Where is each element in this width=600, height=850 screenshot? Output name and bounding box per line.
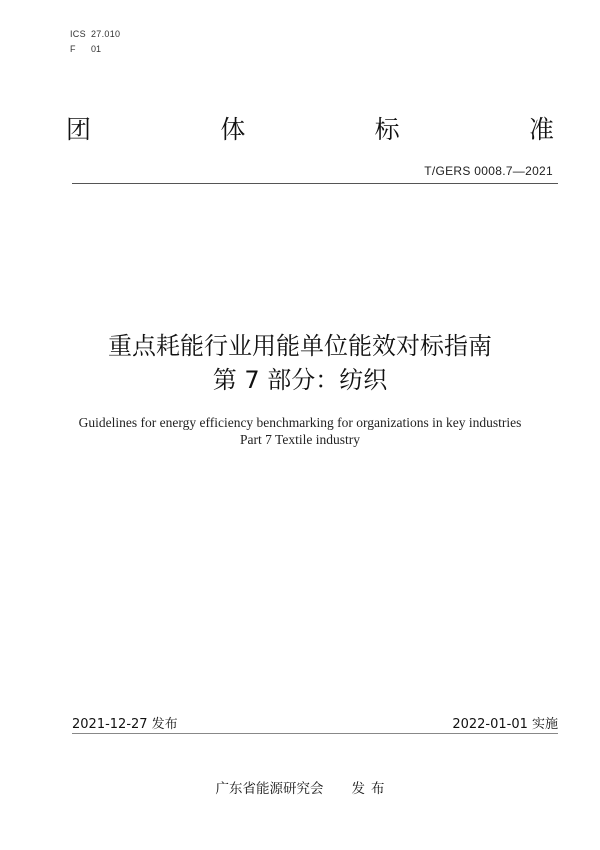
ics-label: ICS bbox=[70, 29, 86, 39]
standard-type-char: 团 bbox=[66, 115, 92, 144]
publisher-line bbox=[0, 777, 600, 797]
standard-type-char: 体 bbox=[220, 115, 246, 144]
publish-action-1: 发 bbox=[351, 781, 365, 797]
publish-date: 2021-12-27 发布 bbox=[72, 717, 178, 732]
publish-action-2: 布 bbox=[371, 781, 385, 797]
title-en-line2: Part 7 Textile industry bbox=[240, 432, 360, 447]
top-divider bbox=[72, 183, 558, 184]
ccs-label: F bbox=[70, 44, 76, 54]
ccs-value: 01 bbox=[91, 44, 102, 54]
standard-type-heading bbox=[66, 115, 554, 145]
ccs-code bbox=[70, 44, 101, 54]
standard-type-char: 准 bbox=[528, 115, 554, 144]
implement-date: 2022-01-01 实施 bbox=[452, 717, 558, 732]
title-cn-line2: 第 7 部分：纺织 bbox=[212, 366, 388, 394]
bottom-divider bbox=[72, 733, 558, 734]
ics-value: 27.010 bbox=[91, 29, 121, 39]
title-cn-line1: 重点耗能行业用能单位能效对标指南 bbox=[108, 332, 492, 360]
title-en-line1: Guidelines for energy efficiency benchmarking for organizations in key industries bbox=[78, 415, 522, 430]
standard-type-char: 标 bbox=[374, 115, 400, 144]
ics-code bbox=[70, 29, 120, 39]
standard-number: T/GERS 0008.7—2021 bbox=[424, 164, 553, 178]
publisher-name: 广东省能源研究会 bbox=[215, 781, 324, 797]
